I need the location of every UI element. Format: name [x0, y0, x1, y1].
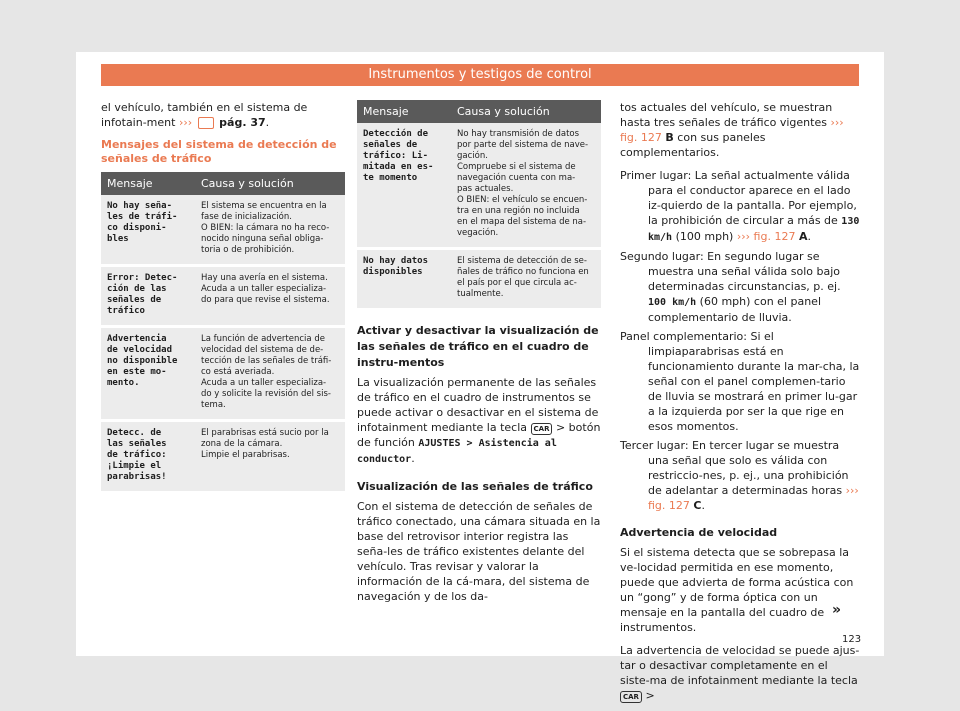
table-header-message: Mensaje — [101, 172, 195, 195]
solution-cell: El parabrisas está sucio por la zona de la cámara. Limpie el parabrisas. — [195, 421, 345, 493]
table-header-cause: Causa y solución — [195, 172, 345, 195]
message-cell: Detecc. de las señales de tráfico: ¡Limpie el parabrisas! — [101, 421, 195, 493]
solution-cell: No hay transmisión de datos por parte del sistema de nave- gación. Compruebe si el sistema de navegación cuenta con ma- pas actuales. O BIEN: el vehículo se encuen- tra en una región no incluida en el mapa del sistema de na- vegación. — [451, 123, 601, 249]
table-header-cause: Causa y solución — [451, 100, 601, 123]
table-row — [101, 327, 345, 421]
page-header: Instrumentos y testigos de control — [101, 64, 859, 86]
solution-cell: La función de advertencia de velocidad del sistema de de- tección de las señales de tráfi- co está averiada. Acuda a un taller especializa- do y solicite la revisión del sis- tema. — [195, 327, 345, 421]
solution-cell: El sistema de detección de se- ñales de tráfico no funciona en el país por el que circula ac- tualmente. — [451, 249, 601, 310]
car-key-icon: CAR — [620, 691, 642, 703]
figure-reference-link[interactable]: fig. 127 — [648, 499, 690, 512]
activate-paragraph: La visualización permanente de las señales de tráfico en el cuadro de instrumentos se puede activar o desactivar en el sistema de infotainment mediante la tecla CAR > botón de función AJUSTES > Asistencia al conductor. — [357, 376, 601, 465]
message-cell: Error: Detec- ción de las señales de tráfico — [101, 266, 195, 327]
table-row — [101, 195, 345, 266]
book-icon — [198, 117, 214, 129]
car-key-icon: CAR — [531, 423, 553, 435]
section-subtitle: Mensajes del sistema de detección de señales de tráfico — [101, 138, 337, 165]
arrow-marker: ››› — [178, 116, 193, 129]
arrow-marker: ››› — [736, 230, 751, 243]
messages-table — [101, 172, 345, 494]
list-item: Tercer lugar: En tercer lugar se muestra una señal que solo es válida con restriccio-nes, p. ej., una prohibición de adelantar a determinadas horas ››› fig. 127 C. — [620, 439, 859, 512]
section-heading-display: Visualización de las señales de tráfico — [357, 480, 593, 493]
page-number: 123 — [842, 634, 862, 645]
column-2 — [357, 100, 601, 612]
table-row — [357, 249, 601, 310]
table-row — [357, 123, 601, 249]
warning-paragraph-2: La advertencia de velocidad se puede ajus-tar o desactivar completamente en el siste-ma de infotainment mediante la tecla CAR > — [620, 644, 860, 702]
list-item: Panel complementario: Si el limpiaparabrisas está en funcionamiento durante la mar-cha, la señal con el panel complemen-tario de lluvia se mostrará en primer lu-gar a la izquierda por ser la que rige en esos momentos. — [620, 330, 860, 433]
list-item: Segundo lugar: En segundo lugar se muestra una señal válida solo bajo determinadas circunstancias, p. ej. 100 km/h (60 mph) con el panel complementario de lluvia. — [620, 250, 841, 324]
column-3 — [620, 100, 860, 711]
message-cell: Advertencia de velocidad no disponible en este mo- mento. — [101, 327, 195, 421]
table-row — [101, 421, 345, 493]
solution-cell: Hay una avería en el sistema. Acuda a un taller especializa- do para que revise el sistema. — [195, 266, 345, 327]
figure-reference-link[interactable]: fig. 127 — [620, 131, 662, 144]
message-cell: Detección de señales de tráfico: Li- mitada en es- te momento — [357, 123, 451, 249]
section-heading-activate: Activar y desactivar la visualización de las señales de tráfico en el cuadro de instru-mentos — [357, 324, 599, 369]
table-row — [101, 266, 345, 327]
settings-path: AJUSTES > Asistencia al conductor — [357, 438, 557, 465]
messages-table-continued — [357, 100, 601, 311]
signs-intro-paragraph: tos actuales del vehículo, se muestran hasta tres señales de tráfico vigentes ››› fig. 127 B con sus paneles complementarios. — [620, 101, 844, 159]
display-paragraph: Con el sistema de detección de señales de tráfico conectado, una cámara situada en la base del retrovisor interior registra las seña-les de tráfico existentes delante del vehículo. Tras revisar y valorar la información de la cá-mara, del sistema de navegación y de los da- — [357, 500, 601, 603]
continue-arrow-icon: » — [832, 602, 842, 618]
section-heading-warning: Advertencia de velocidad — [620, 526, 778, 539]
column-1 — [101, 100, 345, 494]
message-cell: No hay datos disponibles — [357, 249, 451, 310]
arrow-marker: ››› — [845, 484, 859, 497]
page-reference-link[interactable]: pág. 37 — [219, 116, 266, 129]
intro-paragraph: el vehículo, también en el sistema de infotain-ment ››› pág. 37. — [101, 101, 308, 129]
table-header-message: Mensaje — [357, 100, 451, 123]
list-item: Primer lugar: La señal actualmente válida para el conductor aparece en el lado iz-quierdo de la pantalla. Por ejemplo, la prohibición de circular a más de 130 km/h (100 mph) ››› fig. 127 A. — [620, 169, 860, 243]
figure-reference-link[interactable]: fig. 127 — [753, 230, 796, 243]
arrow-marker: ››› — [830, 116, 844, 129]
solution-cell: El sistema se encuentra en la fase de inicialización. O BIEN: la cámara no ha reco- nocido ninguna señal obliga- toria o de prohibición. — [195, 195, 345, 266]
warning-paragraph-1: Si el sistema detecta que se sobrepasa la ve-locidad permitida en ese momento, puede que advierta de forma acústica con un “gong” y de forma óptica con un mensaje en la pantalla del cuadro de instrumentos. — [620, 546, 854, 634]
message-cell: No hay seña- les de tráfi- co disponi- bles — [101, 195, 195, 266]
